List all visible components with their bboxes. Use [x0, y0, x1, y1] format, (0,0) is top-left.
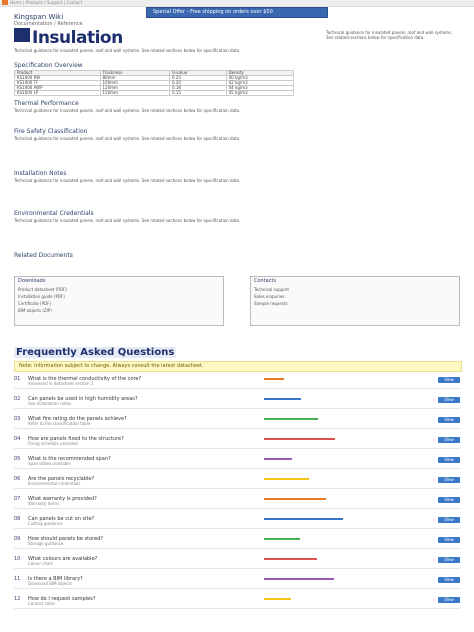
- faq-view-button[interactable]: View: [438, 497, 460, 503]
- row-divider: [14, 508, 460, 509]
- faq-description: See installation notes: [28, 401, 72, 406]
- faq-question[interactable]: How are panels fixed to the structure?: [28, 436, 124, 442]
- table-cell: 0.25: [170, 76, 227, 81]
- faq-item[interactable]: [14, 516, 460, 526]
- faq-question[interactable]: What warranty is provided?: [28, 496, 97, 502]
- faq-description: Download BIM objects: [28, 581, 73, 586]
- table-cell: 0.18: [170, 86, 227, 91]
- table-cell: 0.20: [170, 81, 227, 86]
- faq-question[interactable]: Can panels be used in high humidity areas?: [28, 396, 138, 402]
- section-heading: Thermal Performance: [14, 100, 79, 107]
- download-link[interactable]: Certificate (PDF): [18, 301, 51, 306]
- page-subtitle: Documentation / Reference: [14, 21, 83, 27]
- faq-number: 06: [14, 476, 21, 482]
- faq-description: Refer to fire classification table: [28, 421, 91, 426]
- faq-tag: [264, 398, 301, 400]
- faq-view-button[interactable]: View: [438, 557, 460, 563]
- faq-tag: [264, 518, 343, 520]
- body-paragraph: [14, 108, 454, 123]
- side-note: Technical guidance for insulated panels, roof and wall systems. See related sections below for specification data.: [326, 30, 453, 40]
- faq-view-button[interactable]: View: [438, 477, 460, 483]
- downloads-box: [14, 276, 224, 326]
- faq-view-button[interactable]: View: [438, 437, 460, 443]
- notice-banner: [14, 361, 462, 372]
- table-cell: 150mm: [100, 91, 169, 96]
- faq-question[interactable]: Are the panels recyclable?: [28, 476, 95, 482]
- contacts-title: Contacts: [254, 278, 277, 284]
- table-cell: KS1000 TF: [15, 81, 101, 86]
- breadcrumb[interactable]: Kingspan Wiki: [14, 13, 64, 21]
- faq-description: Environmental credentials: [28, 481, 81, 486]
- intro-text: Technical guidance for insulated panels, roof and wall systems. See related sections below for specification data.: [14, 48, 241, 53]
- promo-banner-text: Special Offer - Free shipping on orders over $50: [153, 9, 273, 15]
- faq-description: Cutting guidance: [28, 521, 63, 526]
- row-divider: [14, 408, 460, 409]
- download-link[interactable]: Product datasheet (PDF): [18, 287, 67, 292]
- row-divider: [14, 428, 460, 429]
- faq-view-button[interactable]: View: [438, 577, 460, 583]
- faq-number: 10: [14, 556, 21, 562]
- faq-view-button[interactable]: View: [438, 417, 460, 423]
- row-divider: [14, 588, 460, 589]
- faq-item[interactable]: [14, 576, 460, 586]
- faq-item[interactable]: [14, 496, 460, 506]
- body-paragraph: [14, 178, 454, 198]
- faq-number: 12: [14, 596, 21, 602]
- faq-question[interactable]: What fire rating do the panels achieve?: [28, 416, 127, 422]
- body-paragraph: [14, 136, 454, 156]
- table-cell: 80mm: [100, 76, 169, 81]
- faq-item[interactable]: [14, 556, 460, 566]
- contacts-box: [250, 276, 460, 326]
- faq-description: Span tables available: [28, 461, 71, 466]
- top-nav[interactable]: Home | Products | Support | Contact: [10, 0, 83, 5]
- row-divider: [14, 448, 460, 449]
- intro-paragraph: [14, 48, 454, 60]
- faq-tag: [264, 438, 335, 440]
- row-divider: [14, 388, 460, 389]
- faq-description: Answered in datasheet section 3: [28, 381, 94, 386]
- faq-description: Contact sales: [28, 601, 56, 606]
- body-text: Technical guidance for insulated panels, roof and wall systems. See related sections below for specification data.: [14, 178, 241, 183]
- download-link[interactable]: BIM objects (ZIP): [18, 308, 52, 313]
- table-cell: Product: [15, 71, 101, 76]
- faq-question[interactable]: What is the thermal conductivity of the core?: [28, 376, 142, 382]
- faq-number: 09: [14, 536, 21, 542]
- table-cell: U-value: [170, 71, 227, 76]
- faq-view-button[interactable]: View: [438, 597, 460, 603]
- contact-link[interactable]: Technical support: [254, 287, 289, 292]
- faq-view-button[interactable]: View: [438, 457, 460, 463]
- faq-number: 01: [14, 376, 21, 382]
- faq-description: Storage guidance: [28, 541, 64, 546]
- section-heading: Related Documents: [14, 252, 73, 259]
- faq-item[interactable]: [14, 456, 460, 466]
- faq-item[interactable]: [14, 476, 460, 486]
- faq-item[interactable]: [14, 416, 460, 426]
- table-cell: KS1000 LP: [15, 91, 101, 96]
- faq-description: Fixing schedule provided: [28, 441, 78, 446]
- row-divider: [14, 608, 460, 609]
- section-heading: Specification Overview: [14, 62, 83, 69]
- faq-item[interactable]: [14, 536, 460, 546]
- faq-item[interactable]: [14, 376, 460, 386]
- faq-number: 07: [14, 496, 21, 502]
- faq-number: 05: [14, 456, 21, 462]
- faq-description: Warranty terms: [28, 501, 60, 506]
- section-heading: Environmental Credentials: [14, 210, 94, 217]
- section-heading: Fire Safety Classification: [14, 128, 88, 135]
- faq-number: 03: [14, 416, 21, 422]
- faq-question[interactable]: What colours are available?: [28, 556, 98, 562]
- faq-tag: [264, 598, 291, 600]
- faq-tag: [264, 378, 284, 380]
- row-divider: [14, 528, 460, 529]
- body-text: Technical guidance for insulated panels, roof and wall systems. See related sections below for specification data.: [14, 136, 241, 141]
- faq-tag: [264, 538, 300, 540]
- faq-tag: [264, 578, 334, 580]
- contact-link[interactable]: Sales enquiries: [254, 294, 285, 299]
- faq-tag: [264, 498, 326, 500]
- faq-heading: Frequently Asked Questions: [16, 347, 175, 358]
- faq-number: 04: [14, 436, 21, 442]
- row-divider: [14, 568, 460, 569]
- faq-item[interactable]: [14, 436, 460, 446]
- table-row: [15, 91, 294, 96]
- contact-link[interactable]: Sample requests: [254, 301, 288, 306]
- faq-description: Colour chart: [28, 561, 53, 566]
- table-cell: 42 kg/m3: [226, 81, 293, 86]
- faq-item[interactable]: [14, 396, 460, 406]
- faq-number: 08: [14, 516, 21, 522]
- table-cell: 100mm: [100, 81, 169, 86]
- body-paragraph: [14, 218, 454, 246]
- faq-question[interactable]: Is there a BIM library?: [28, 576, 83, 582]
- notice-text: Note: Information subject to change. Always consult the latest datasheet.: [19, 363, 204, 369]
- logo-icon[interactable]: [2, 0, 8, 5]
- spec-table: [14, 70, 294, 96]
- faq-question[interactable]: How should panels be stored?: [28, 536, 104, 542]
- faq-view-button[interactable]: View: [438, 397, 460, 403]
- faq-item[interactable]: [14, 596, 460, 606]
- faq-tag: [264, 418, 318, 420]
- faq-tag: [264, 458, 292, 460]
- faq-view-button[interactable]: View: [438, 537, 460, 543]
- faq-tag: [264, 478, 309, 480]
- table-cell: KS1000 RW: [15, 76, 101, 81]
- faq-question[interactable]: How do I request samples?: [28, 596, 96, 602]
- top-bar: [0, 0, 474, 7]
- page-title: [14, 28, 123, 48]
- section-heading: Installation Notes: [14, 170, 67, 177]
- table-cell: 40 kg/m3: [226, 76, 293, 81]
- body-text: Technical guidance for insulated panels, roof and wall systems. See related sections below for specification data.: [14, 108, 241, 113]
- body-text: Technical guidance for insulated panels, roof and wall systems. See related sections below for specification data.: [14, 218, 241, 223]
- table-cell: 0.15: [170, 91, 227, 96]
- table-cell: 120mm: [100, 86, 169, 91]
- faq-question[interactable]: Can panels be cut on site?: [28, 516, 95, 522]
- row-divider: [14, 488, 460, 489]
- table-cell: KS1000 AWP: [15, 86, 101, 91]
- downloads-title: Downloads: [18, 278, 46, 284]
- faq-number: 02: [14, 396, 21, 402]
- table-cell: Thickness: [100, 71, 169, 76]
- row-divider: [14, 468, 460, 469]
- table-cell: Density: [226, 71, 293, 76]
- promo-banner[interactable]: [146, 7, 328, 18]
- faq-question[interactable]: What is the recommended span?: [28, 456, 111, 462]
- faq-view-button[interactable]: View: [438, 517, 460, 523]
- faq-number: 11: [14, 576, 21, 582]
- table-cell: 44 kg/m3: [226, 86, 293, 91]
- download-link[interactable]: Installation guide (PDF): [18, 294, 65, 299]
- row-divider: [14, 548, 460, 549]
- faq-view-button[interactable]: View: [438, 377, 460, 383]
- table-cell: 45 kg/m3: [226, 91, 293, 96]
- title-accent: [14, 28, 30, 42]
- page-title-text: Insulation: [32, 28, 123, 48]
- faq-tag: [264, 558, 317, 560]
